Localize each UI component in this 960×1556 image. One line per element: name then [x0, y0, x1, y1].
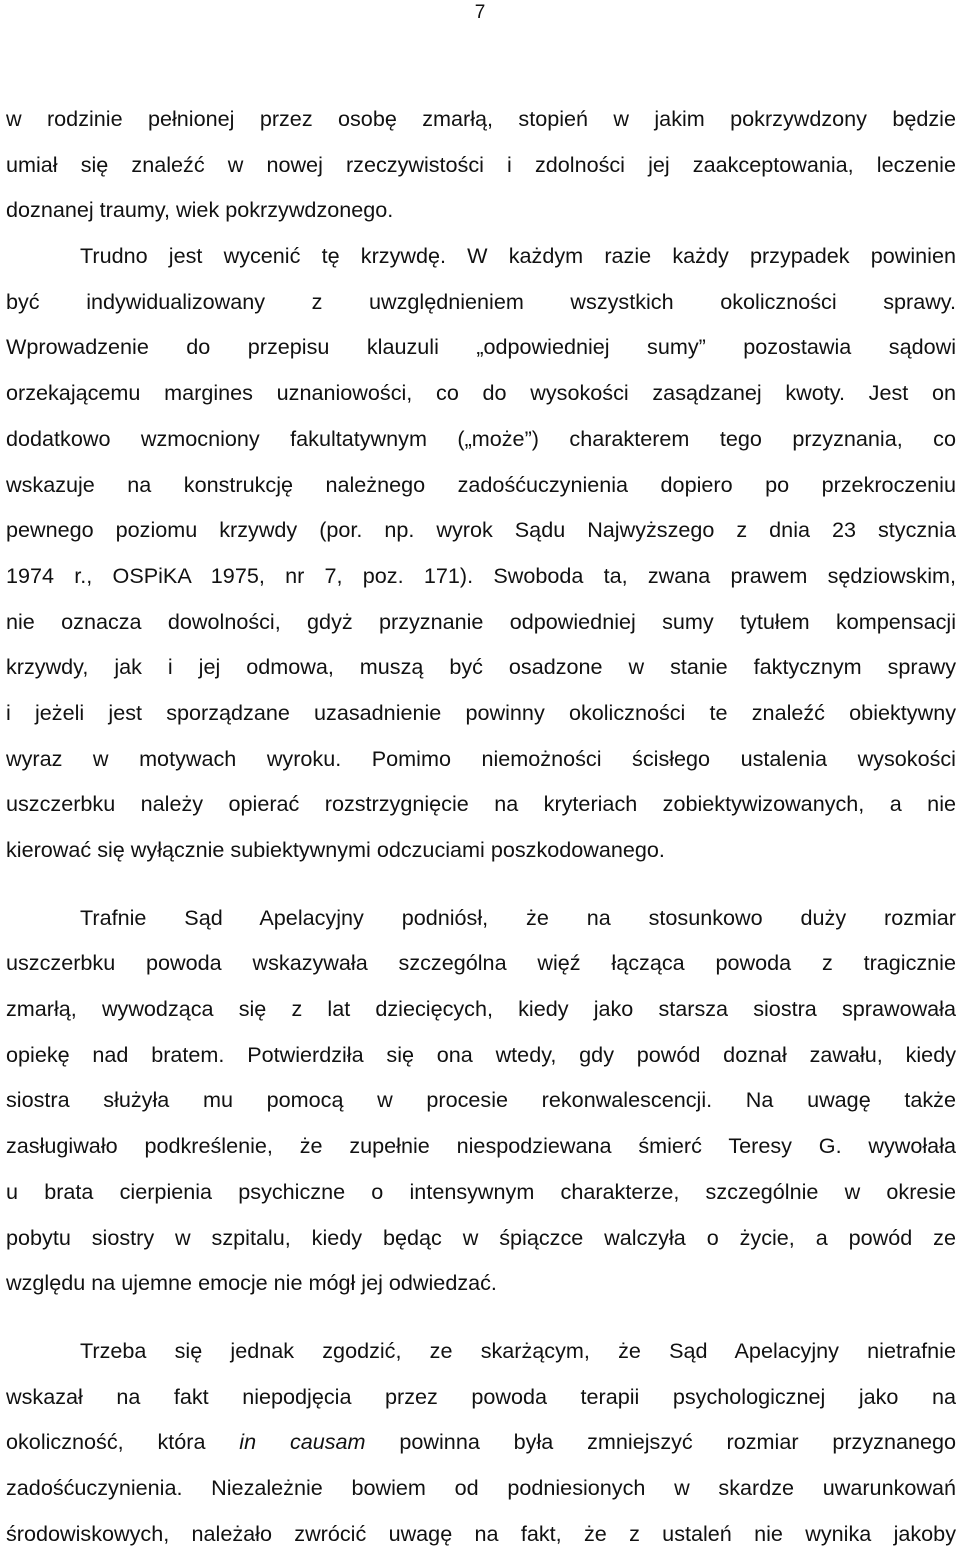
text-line: względu na ujemne emocje nie mógł jej odwiedzać.: [6, 1270, 497, 1296]
text-line: opiekę nad bratem. Potwierdziła się ona wtedy, gdy powód doznał zawału, kiedy: [6, 1041, 956, 1067]
text-line: doznanej traumy, wiek pokrzywdzonego.: [6, 197, 394, 223]
text-line: pobytu siostry w szpitalu, kiedy będąc w śpiączce walczyła o życie, a powód ze: [6, 1224, 956, 1250]
text-line: Trafnie Sąd Apelacyjny podniósł, że na stosunkowo duży rozmiar: [80, 904, 956, 930]
text-line: uszczerbku powoda wskazywała szczególna więź łącząca powoda z tragicznie: [6, 950, 956, 976]
text-line: orzekającemu margines uznaniowości, co do wysokości zasądzanej kwoty. Jest on: [6, 380, 956, 406]
text-line: Trudno jest wycenić tę krzywdę. W każdym razie każdy przypadek powinien: [80, 243, 956, 269]
page-number: 7: [474, 2, 486, 23]
text-line: środowiskowych, należało zwrócić uwagę na fakt, że z ustaleń nie wynika jakoby: [6, 1520, 956, 1546]
text-line: Wprowadzenie do przepisu klauzuli „odpowiedniej sumy” pozostawia sądowi: [6, 334, 956, 360]
paragraph-gap: [6, 873, 956, 895]
paragraph-gap: [6, 1306, 956, 1328]
text-line: pewnego poziomu krzywdy (por. np. wyrok Sądu Najwyższego z dnia 23 stycznia: [6, 517, 956, 543]
text-line: nie oznacza dowolności, gdyż przyznanie odpowiedniej sumy tytułem kompensacji: [6, 608, 956, 634]
text-line: umiał się znaleźć w nowej rzeczywistości i zdolności jej zaakceptowania, leczenie: [6, 151, 956, 177]
text-line: u brata cierpienia psychiczne o intensywnym charakterze, szczególnie w okresie: [6, 1178, 956, 1204]
text-line: być indywidualizowany z uwzględnieniem wszystkich okoliczności sprawy.: [6, 288, 956, 314]
text-line: zmarłą, wywodząca się z lat dziecięcych, kiedy jako starsza siostra sprawowała: [6, 996, 956, 1022]
document-body: [6, 96, 956, 1556]
text-line: w rodzinie pełnionej przez osobę zmarłą, stopień w jakim pokrzywdzony będzie: [6, 106, 956, 131]
text-line: dodatkowo wzmocniony fakultatywnym („może”) charakterem tego przyznania, co: [6, 425, 956, 451]
text-line: okoliczność, która in causam powinna była zmniejszyć rozmiar przyznanego: [6, 1429, 956, 1455]
text-line: 1974 r., OSPiKA 1975, nr 7, poz. 171). Swoboda ta, zwana prawem sędziowskim,: [6, 562, 956, 588]
text-line: zasługiwało podkreślenie, że zupełnie niespodziewana śmierć Teresy G. wywołała: [6, 1133, 956, 1159]
text-line: Trzeba się jednak zgodzić, ze skarżącym, że Sąd Apelacyjny nietrafnie: [80, 1337, 956, 1363]
italic-phrase: in causam: [239, 1429, 366, 1455]
text-line: wyraz w motywach wyroku. Pomimo niemożności ścisłego ustalenia wysokości: [6, 745, 956, 771]
text-line: uszczerbku należy opierać rozstrzygnięcie na kryteriach zobiektywizowanych, a nie: [6, 791, 956, 817]
text-line: wskazuje na konstrukcję należnego zadośćuczynienia dopiero po przekroczeniu: [6, 471, 956, 497]
text-line: zadośćuczynienia. Niezależnie bowiem od podniesionych w skardze uwarunkowań: [6, 1474, 956, 1500]
text-line: wskazał na fakt niepodjęcia przez powoda terapii psychologicznej jako na: [6, 1383, 956, 1409]
text-line: i jeżeli jest sporządzane uzasadnienie powinny okoliczności te znaleźć obiektywny: [6, 699, 956, 725]
text-line: kierować się wyłącznie subiektywnymi odczuciami poszkodowanego.: [6, 837, 665, 862]
text-line: siostra służyła mu pomocą w procesie rekonwalescencji. Na uwagę także: [6, 1087, 956, 1113]
text-line: krzywdy, jak i jej odmowa, muszą być osadzone w stanie faktycznym sprawy: [6, 654, 956, 680]
